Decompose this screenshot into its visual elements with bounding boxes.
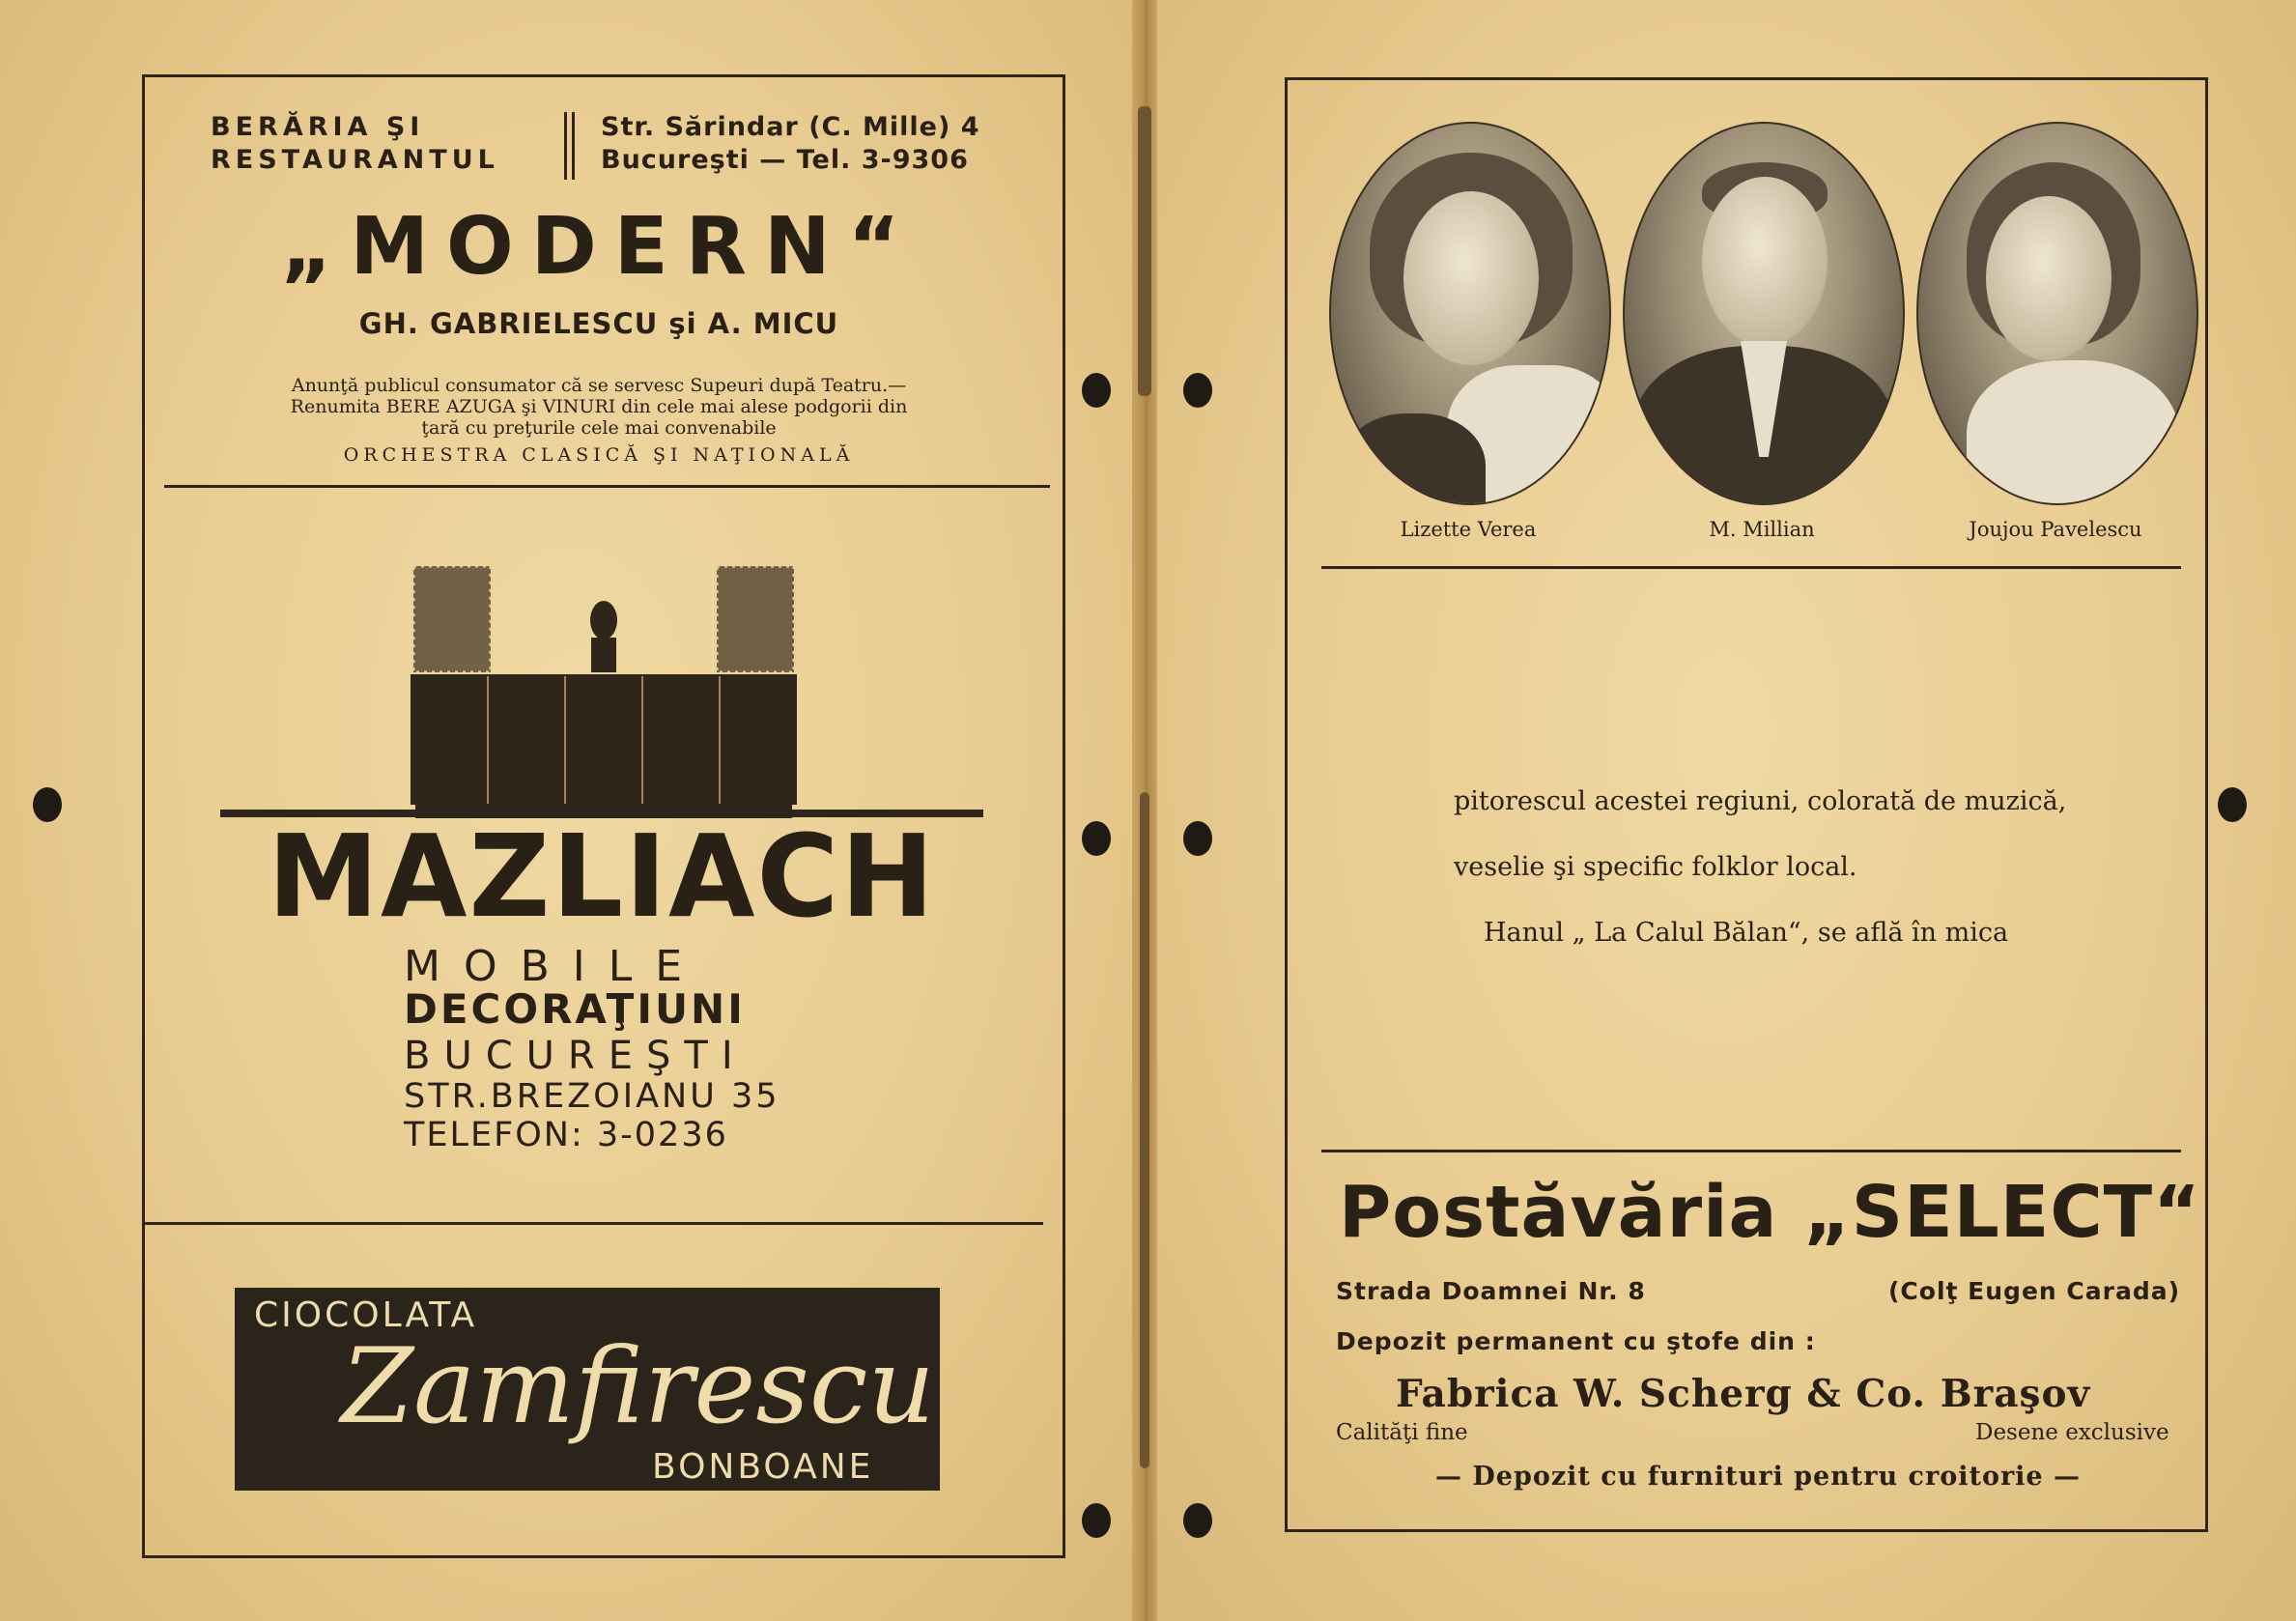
modern-title: „MODERN“ bbox=[280, 201, 918, 293]
select-factory: Fabrica W. Scherg & Co. Braşov bbox=[1396, 1372, 2091, 1416]
punch-hole bbox=[1183, 1503, 1212, 1538]
portrait-photo-millian bbox=[1623, 122, 1905, 505]
article-line-2: veselie şi specific folklor local. bbox=[1454, 852, 1857, 882]
punch-hole bbox=[1082, 373, 1111, 408]
divider bbox=[1321, 1150, 2181, 1152]
portrait-photo-joujou bbox=[1916, 122, 2198, 505]
modern-line2-left: RESTAURANTUL bbox=[211, 145, 499, 175]
divider bbox=[145, 1222, 1043, 1225]
article-line-3: Hanul „ La Calul Bălan“, se află în mica bbox=[1484, 918, 2009, 948]
modern-line1-right: Str. Sărindar (C. Mille) 4 bbox=[601, 112, 980, 142]
divider bbox=[164, 485, 1050, 488]
modern-desc-3: ţară cu preţurile cele mai convenabile bbox=[421, 417, 777, 439]
select-depot: Depozit permanent cu ştofe din : bbox=[1336, 1327, 1816, 1355]
punch-hole bbox=[2218, 787, 2247, 822]
portrait-name-3: Joujou Pavelescu bbox=[1969, 518, 2142, 541]
mazliach-brand: MAZLIACH bbox=[268, 810, 936, 943]
modern-desc-1: Anunţă publicul consumator că se servesc Supeuri după Teatru.— bbox=[291, 375, 907, 396]
modern-orchestra: ORCHESTRA CLASICĂ ŞI NAŢIONALĂ bbox=[343, 444, 855, 466]
mazliach-line-4: STR.BREZOIANU 35 bbox=[404, 1077, 780, 1116]
chocolate-brand: Zamfirescu bbox=[341, 1326, 935, 1447]
select-quality: Calităţi fine bbox=[1336, 1420, 1468, 1445]
portrait-name-2: M. Millian bbox=[1709, 518, 1815, 541]
select-title: Postăvăria „SELECT“ bbox=[1339, 1171, 2201, 1254]
modern-line2-right: Bucureşti — Tel. 3-9306 bbox=[601, 145, 969, 175]
divider bbox=[564, 112, 567, 180]
divider bbox=[572, 112, 575, 180]
modern-owners: GH. GABRIELESCU şi A. MICU bbox=[358, 307, 839, 340]
punch-hole bbox=[1082, 1503, 1111, 1538]
chocolate-bottom-label: BONBOANE bbox=[652, 1447, 874, 1487]
binding-thread bbox=[1140, 792, 1149, 1468]
punch-hole bbox=[1082, 821, 1111, 856]
mazliach-line-1: MOBILE bbox=[404, 942, 706, 991]
binding-thread bbox=[1138, 106, 1151, 396]
article-line-1: pitorescul acestei regiuni, colorată de muzică, bbox=[1454, 786, 2067, 816]
punch-hole bbox=[1183, 373, 1212, 408]
chocolate-ad bbox=[235, 1288, 940, 1491]
chocolate-top-label: CIOCOLATA bbox=[254, 1295, 478, 1335]
modern-line1-left: BERĂRIA ŞI bbox=[211, 112, 425, 142]
portrait-name-1: Lizette Verea bbox=[1400, 518, 1537, 541]
mazliach-line-2: DECORAŢIUNI bbox=[404, 985, 746, 1033]
select-designs: Desene exclusive bbox=[1975, 1420, 2169, 1445]
modern-desc-2: Renumita BERE AZUGA şi VINURI din cele mai alese podgorii din bbox=[290, 396, 908, 417]
mazliach-line-3: BUCUREŞTI bbox=[404, 1034, 747, 1078]
mazliach-line-5: TELEFON: 3-0236 bbox=[404, 1116, 728, 1154]
select-corner: (Colţ Eugen Carada) bbox=[1888, 1277, 2181, 1305]
punch-hole bbox=[1183, 821, 1212, 856]
select-address: Strada Doamnei Nr. 8 bbox=[1336, 1277, 1646, 1305]
portrait-photo-lizette bbox=[1329, 122, 1611, 505]
punch-hole bbox=[33, 787, 62, 822]
furniture-cabinet-icon bbox=[406, 560, 811, 821]
divider bbox=[1321, 566, 2181, 569]
select-footer: — Depozit cu furnituri pentru croitorie — bbox=[1434, 1462, 2082, 1492]
